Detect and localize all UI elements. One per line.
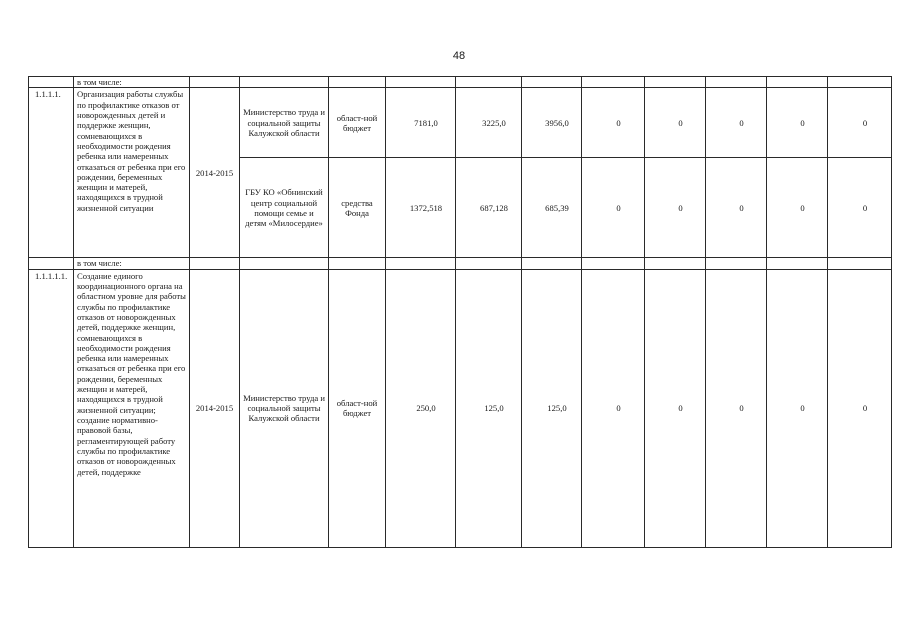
- year-value: 3225,0: [456, 88, 522, 158]
- total-value: 7181,0: [386, 88, 456, 158]
- year-value: 0: [582, 88, 645, 158]
- item-code: 1.1.1.1.1.: [29, 269, 74, 547]
- item-code: 1.1.1.1.: [29, 88, 74, 258]
- subheader-row: [29, 77, 892, 88]
- year-value: 0: [767, 269, 828, 547]
- year-value: 0: [767, 88, 828, 158]
- table-row: [29, 269, 892, 547]
- year-value: 0: [645, 158, 706, 258]
- year-value: 0: [706, 88, 767, 158]
- subheader-label: в том числе:: [74, 258, 190, 269]
- program-activities-table: [28, 76, 892, 548]
- table-row: [29, 88, 892, 158]
- total-value: 1372,518: [386, 158, 456, 258]
- year-value: 0: [645, 269, 706, 547]
- item-period: 2014-2015: [190, 269, 240, 547]
- year-value: 0: [582, 158, 645, 258]
- total-value: 250,0: [386, 269, 456, 547]
- subheader-label: в том числе:: [74, 77, 190, 88]
- year-value: 0: [706, 158, 767, 258]
- year-value: 0: [706, 269, 767, 547]
- funding-source: област-ной бюджет: [329, 88, 386, 158]
- year-value: 0: [767, 158, 828, 258]
- year-value: 0: [828, 269, 892, 547]
- year-value: 125,0: [456, 269, 522, 547]
- subheader-row: [29, 258, 892, 269]
- page-number: 48: [452, 50, 466, 62]
- executor: Министерство труда и социальной защиты Калужской области: [240, 88, 329, 158]
- year-value: 0: [645, 88, 706, 158]
- executor: ГБУ КО «Обнинский центр социальной помощи семье и детям «Милосердие»: [240, 158, 329, 258]
- item-name: Организация работы службы по профилактике отказов от новорожденных детей и поддержке женщин, сомневающихся в необходимости рождения ребенка или намеренных отказаться от ребенка при его рождении, беременных женщин и матерей, находящихся в трудной жизненной ситуации: [74, 88, 190, 258]
- executor: Министерство труда и социальной защиты Калужской области: [240, 269, 329, 547]
- funding-source: средства Фонда: [329, 158, 386, 258]
- item-name: Создание единого координационного органа на областном уровне для работы службы по профилактике отказов от новорожденных детей, поддержке женщин, сомневающихся в необходимости рождения ребенка или намеренных отказаться от ребенка при его рождении, беременных женщин и матерей, находящихся в трудной жизненной ситуации; создание нормативно-правовой базы, регламентирующей работу службы по профилактике отказов от новорожденных детей, поддержке: [74, 269, 190, 547]
- year-value: 687,128: [456, 158, 522, 258]
- year-value: 0: [828, 88, 892, 158]
- year-value: 685,39: [522, 158, 582, 258]
- year-value: 125,0: [522, 269, 582, 547]
- item-period: 2014-2015: [190, 88, 240, 258]
- year-value: 0: [828, 158, 892, 258]
- year-value: 0: [582, 269, 645, 547]
- funding-source: област-ной бюджет: [329, 269, 386, 547]
- year-value: 3956,0: [522, 88, 582, 158]
